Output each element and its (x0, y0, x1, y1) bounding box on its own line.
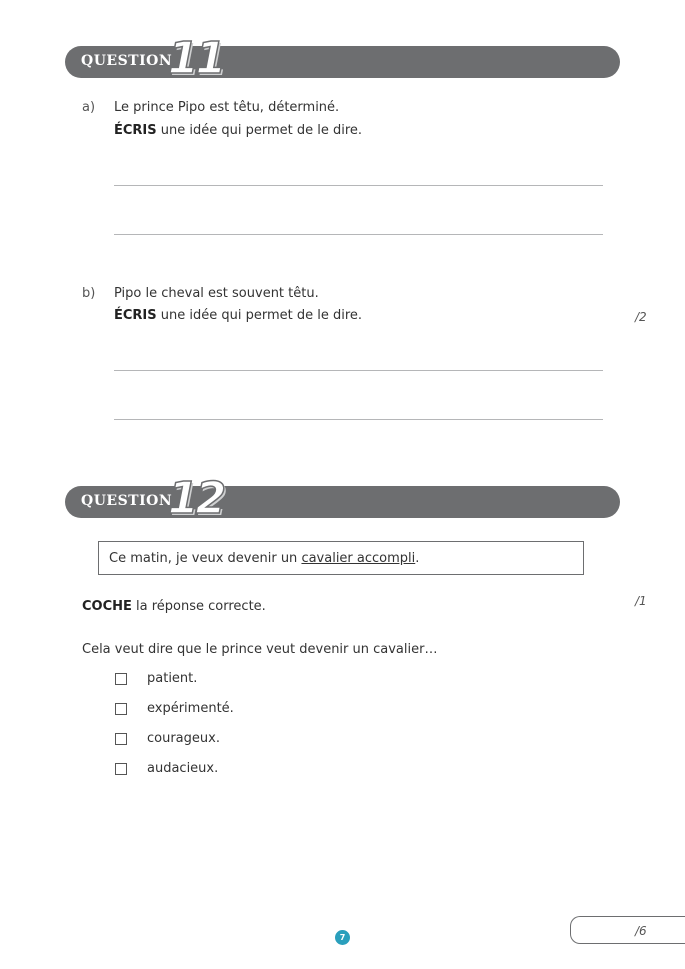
question-12-prompt: Cela veut dire que le prince veut devenir un cavalier… (82, 642, 438, 657)
option-checkbox-3[interactable] (115, 733, 127, 745)
answer-line-b1[interactable] (114, 370, 603, 371)
option-checkbox-4[interactable] (115, 763, 127, 775)
part-b-letter: b) (82, 286, 96, 301)
option-checkbox-1[interactable] (115, 673, 127, 685)
total-score-box (570, 916, 685, 944)
answer-line-a2[interactable] (114, 234, 603, 235)
question-label: QUESTION (81, 493, 173, 509)
option-checkbox-2[interactable] (115, 703, 127, 715)
quote-text (109, 551, 419, 566)
option-label-2: expérimenté. (147, 701, 234, 716)
instruction-verb: COCHE (82, 599, 132, 614)
question-number: 12 (168, 473, 224, 524)
quote-box (98, 541, 584, 575)
question-11-header (65, 33, 620, 84)
answer-line-b2[interactable] (114, 419, 603, 420)
quote-after: . (415, 551, 420, 566)
instruction-text: la réponse correcte. (131, 599, 266, 614)
question-11-score: /2 (635, 310, 647, 324)
instruction-text: une idée qui permet de le dire. (156, 308, 363, 323)
option-label-3: courageux. (147, 731, 220, 746)
instruction-verb: ÉCRIS (114, 123, 157, 138)
question-label: QUESTION (81, 53, 173, 69)
instruction-text: une idée qui permet de le dire. (156, 123, 363, 138)
instruction-verb: ÉCRIS (114, 308, 157, 323)
question-12-header (65, 473, 620, 524)
part-a-letter: a) (82, 100, 96, 115)
part-b-statement: Pipo le cheval est souvent têtu. (114, 286, 319, 301)
answer-line-a1[interactable] (114, 185, 603, 186)
total-score: /6 (635, 924, 647, 938)
quote-before: Ce matin, je veux devenir un (109, 551, 302, 566)
part-a-instruction (114, 123, 362, 138)
option-label-1: patient. (147, 671, 198, 686)
question-12-instruction (82, 599, 266, 614)
page-number-badge: 7 (335, 930, 350, 945)
part-b-instruction (114, 308, 362, 323)
question-12-score: /1 (635, 594, 647, 608)
quote-underlined: cavalier accompli (301, 551, 416, 566)
part-a-statement: Le prince Pipo est têtu, déterminé. (114, 100, 340, 115)
question-number: 11 (168, 33, 224, 84)
option-label-4: audacieux. (147, 761, 219, 776)
